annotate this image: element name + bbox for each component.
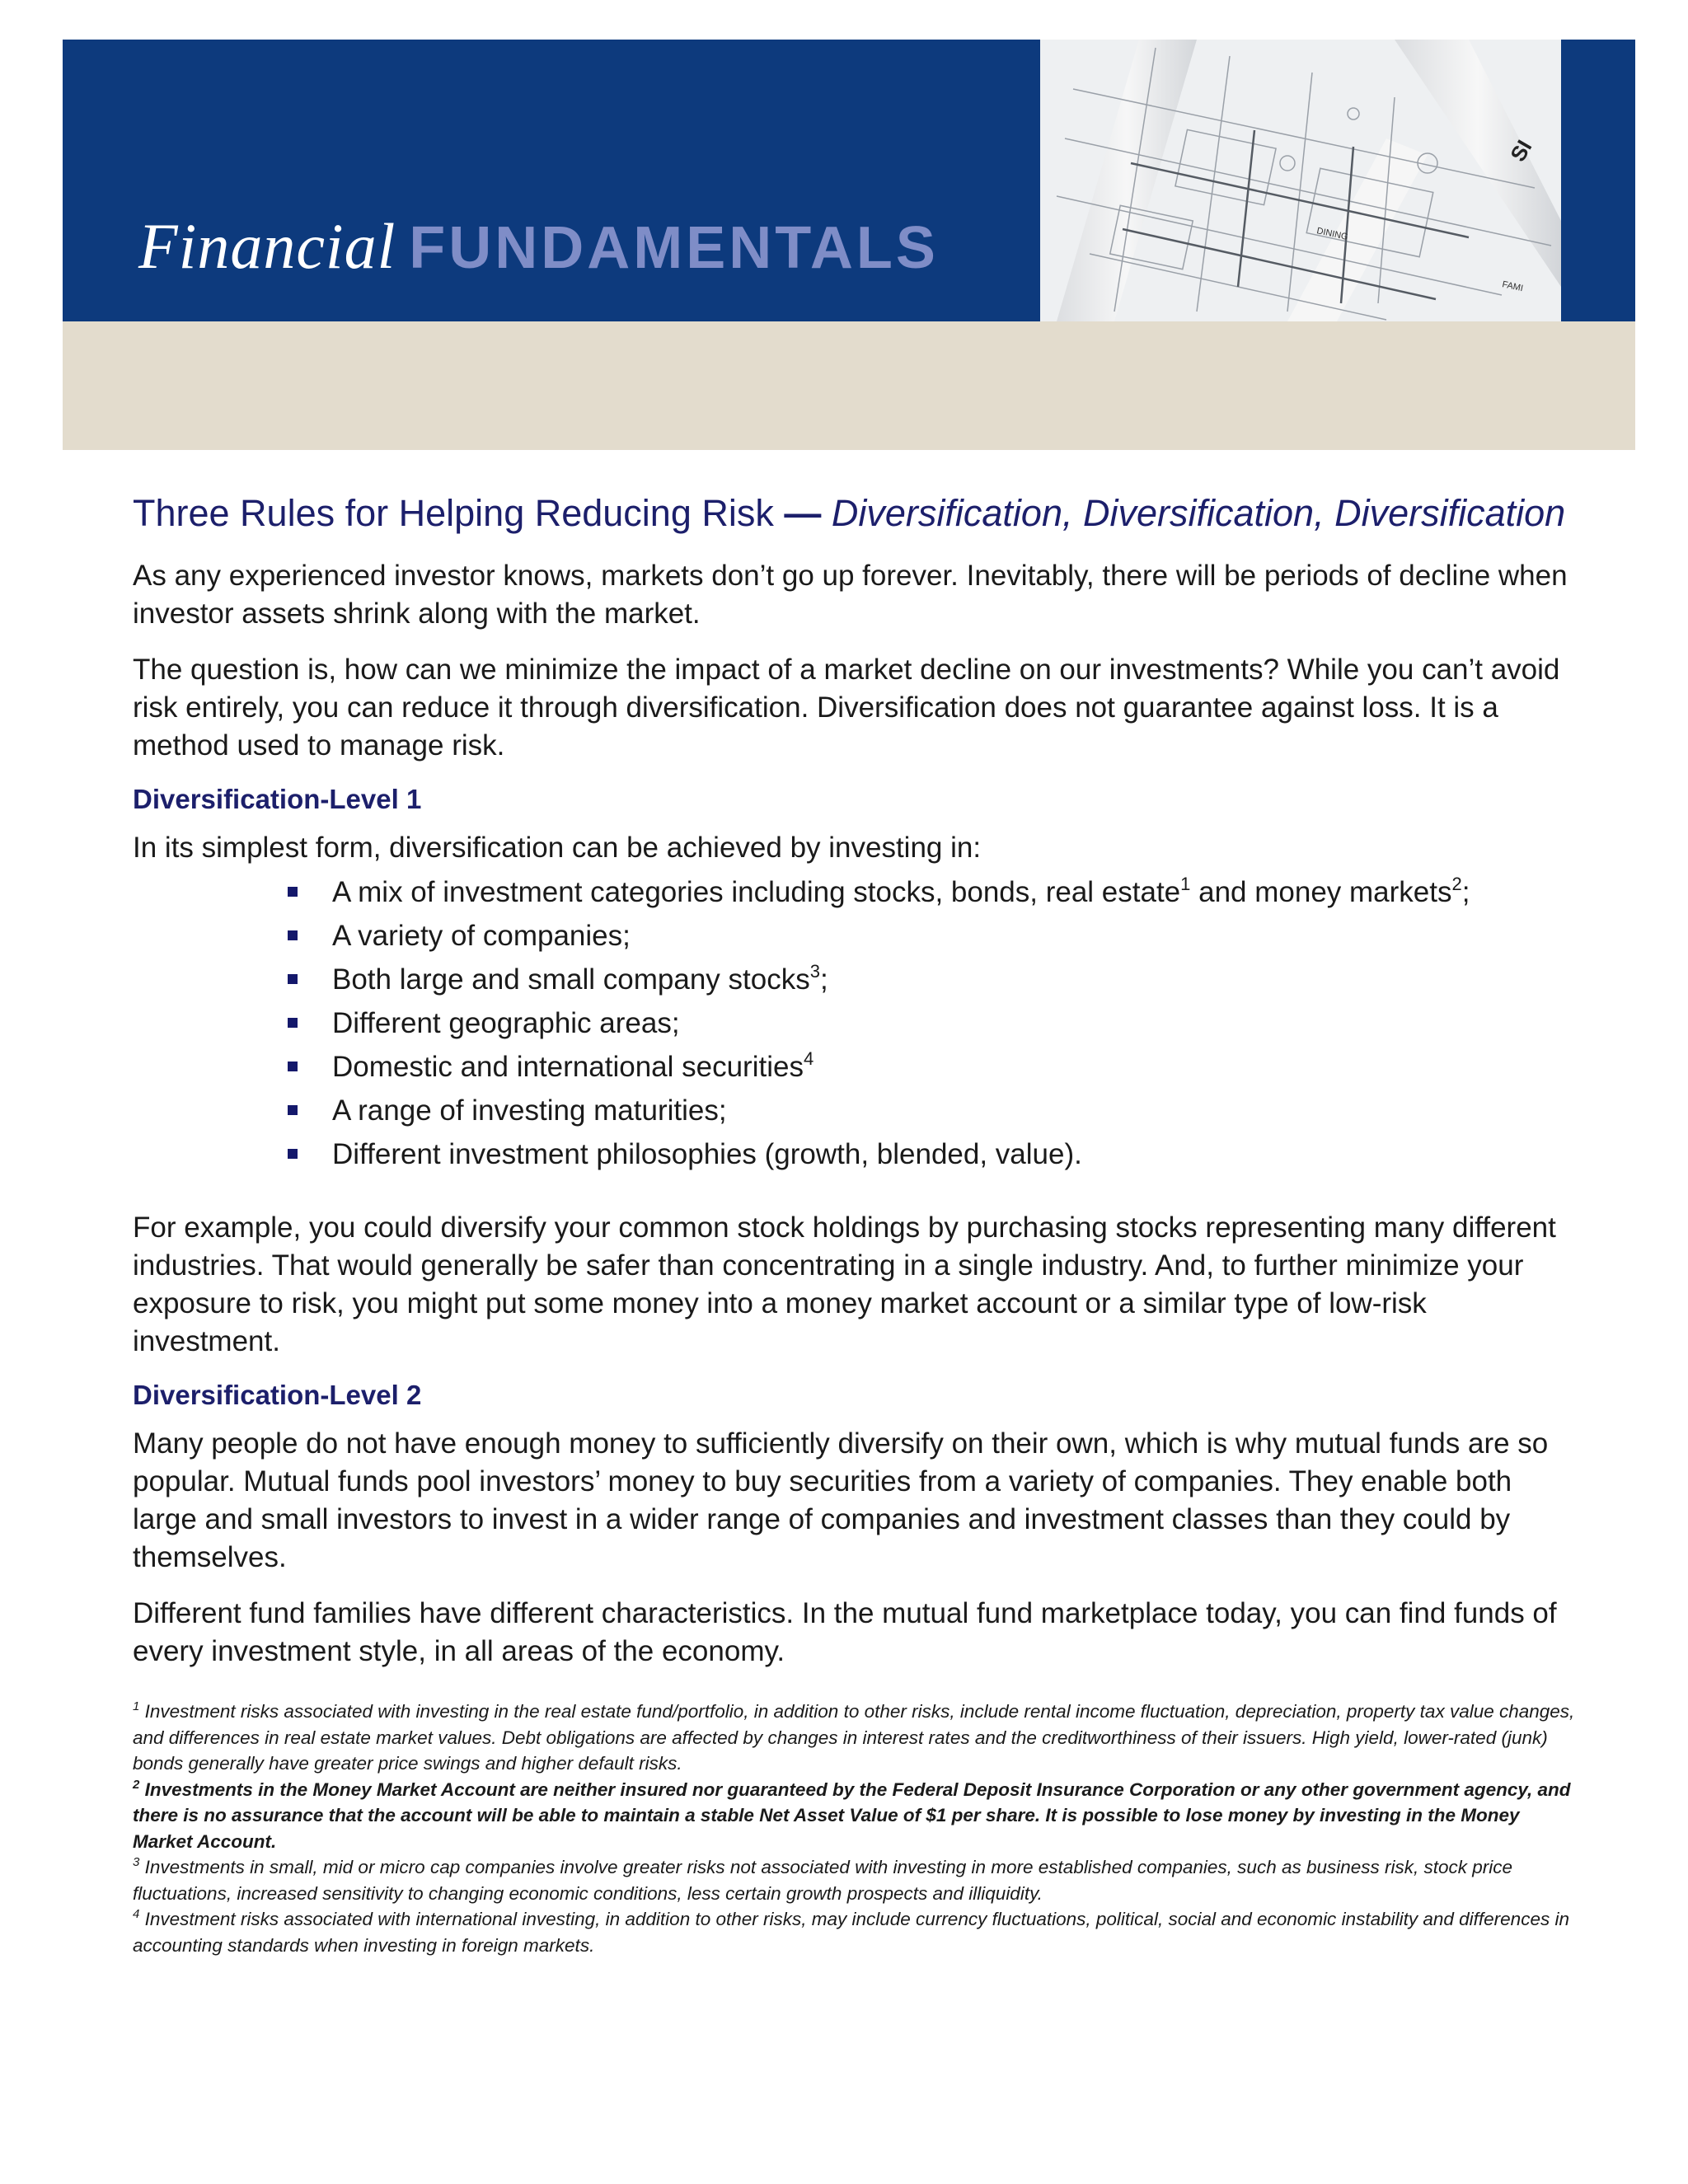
- list-item: [281, 1089, 1579, 1132]
- list-item-text: Different investment philosophies (growth, blended, value).: [332, 1138, 1082, 1170]
- header-band: [63, 321, 1635, 450]
- paragraph: The question is, how can we minimize the impact of a market decline on our investments? While you can’t avoid risk entirely, you can reduce it through diversification. Diversification does not guarantee against loss. It is a method used to manage risk.: [133, 654, 1560, 762]
- level-1-intro: In its simplest form, diversification can be achieved by investing in:: [133, 832, 982, 864]
- paragraph: Many people do not have enough money to sufficiently diversify on their own, which is why mutual funds are so popular. Mutual funds pool investors’ money to buy securities from a variety of companies. They enable both large and small investors to invest in a wider range of companies and investment classes than they could by themselves.: [133, 1427, 1549, 1573]
- list-item-text: ;: [819, 963, 828, 996]
- paragraph: Different fund families have different characteristics. In the mutual fund marketplace today, you can find funds of every investment style, in all areas of the economy.: [133, 1597, 1557, 1667]
- section-heading-level-1: Diversification-Level 1: [133, 784, 422, 814]
- footnote-text: Investment risks associated with international investing, in addition to other risks, may include currency fluctuations, political, social and economic instability and differences in accounting standards when investing in foreign markets.: [133, 1909, 1569, 1956]
- footnote-number: 4: [133, 1907, 140, 1921]
- list-item-text: ;: [1461, 876, 1470, 908]
- bullet-square-icon: [288, 887, 298, 897]
- section-heading-level-2: Diversification-Level 2: [133, 1380, 422, 1410]
- paragraph: As any experienced investor knows, markets don’t go up forever. Inevitably, there will be periods of decline when investor assets shrink along with the market.: [133, 560, 1568, 630]
- footnote-ref: 4: [803, 1048, 814, 1069]
- footnote-number: 3: [133, 1855, 140, 1869]
- footnote-number: 1: [133, 1699, 140, 1713]
- footnote-text: Investments in small, mid or micro cap companies involve greater risks not associated with investing in more established companies, such as business risk, stock price fluctuations, increased sensitivity to changing economic conditions, less certain growth prospects and illiquidity.: [133, 1857, 1513, 1904]
- footnote-ref: 3: [809, 961, 820, 982]
- title-dash: —: [784, 492, 822, 534]
- paragraph: For example, you could diversify your common stock holdings by purchasing stocks representing many different industries. That would generally be safer than concentrating in a single industry. And, to further minimize your exposure to risk, you might put some money into a money market account or a similar type of low-risk investment.: [133, 1212, 1556, 1357]
- list-item-text: Different geographic areas;: [332, 1007, 680, 1039]
- list-item-text: A variety of companies;: [332, 920, 631, 952]
- footnote: [133, 1777, 1579, 1855]
- list-item-text: Domestic and international securities: [332, 1051, 804, 1083]
- publication-title: [138, 210, 939, 282]
- list-item-text: A range of investing maturities;: [332, 1094, 727, 1127]
- footnote-ref: 2: [1451, 874, 1462, 894]
- bullet-square-icon: [288, 974, 298, 984]
- bullet-square-icon: [288, 930, 298, 940]
- bullet-square-icon: [288, 1105, 298, 1115]
- list-item-text: Both large and small company stocks: [332, 963, 810, 996]
- list-item: [281, 870, 1579, 914]
- blueprint-image: [1040, 40, 1561, 321]
- footnote-ref: 1: [1180, 874, 1191, 894]
- bullet-square-icon: [288, 1062, 298, 1071]
- blueprint-label-fami: FAMI: [1501, 279, 1524, 294]
- list-item-text: and money markets: [1190, 876, 1452, 908]
- footnote: [133, 1854, 1579, 1906]
- blueprint-label-si: SI: [1505, 135, 1537, 166]
- list-item: [281, 914, 1579, 958]
- article-title: [133, 494, 1579, 532]
- footnote: [133, 1906, 1579, 1958]
- blueprint-drawing: [1040, 40, 1561, 321]
- blueprint-label-dining: DINING: [1315, 226, 1349, 242]
- title-plain: Three Rules for Helping Reducing Risk: [133, 492, 774, 534]
- bullet-square-icon: [288, 1018, 298, 1028]
- footnote-text: Investment risks associated with investing in the real estate fund/portfolio, in addition to other risks, include rental income fluctuation, depreciation, property tax value changes, and differences in real estate market values. Debt obligations are affected by changes in interest rates and the creditworthiness of their issuers. High yield, lower-rated (junk) bonds generally have greater price swings and higher default risks.: [133, 1701, 1575, 1774]
- list-item: [281, 1001, 1579, 1045]
- title-italic: Diversification, Diversification, Diversification: [831, 492, 1566, 534]
- diversification-list: [133, 870, 1579, 1176]
- header-banner: [63, 40, 1635, 321]
- footnotes: [133, 1699, 1579, 1958]
- list-item: [281, 1045, 1579, 1089]
- footnote-number: 2: [133, 1777, 140, 1792]
- article-body: [133, 494, 1579, 1958]
- list-item-text: A mix of investment categories including stocks, bonds, real estate: [332, 876, 1181, 908]
- list-item: [281, 958, 1579, 1001]
- title-caps: FUNDAMENTALS: [409, 215, 939, 281]
- list-item: [281, 1132, 1579, 1176]
- bullet-square-icon: [288, 1149, 298, 1159]
- footnote-text: Investments in the Money Market Account are neither insured nor guaranteed by the Federal Deposit Insurance Corporation or any other government agency, and there is no assurance that the account will be able to maintain a stable Net Asset Value of $1 per share. It is possible to lose money by investing in the Money Market Account.: [133, 1779, 1571, 1852]
- footnote: [133, 1699, 1579, 1777]
- title-script: Financial: [138, 210, 396, 282]
